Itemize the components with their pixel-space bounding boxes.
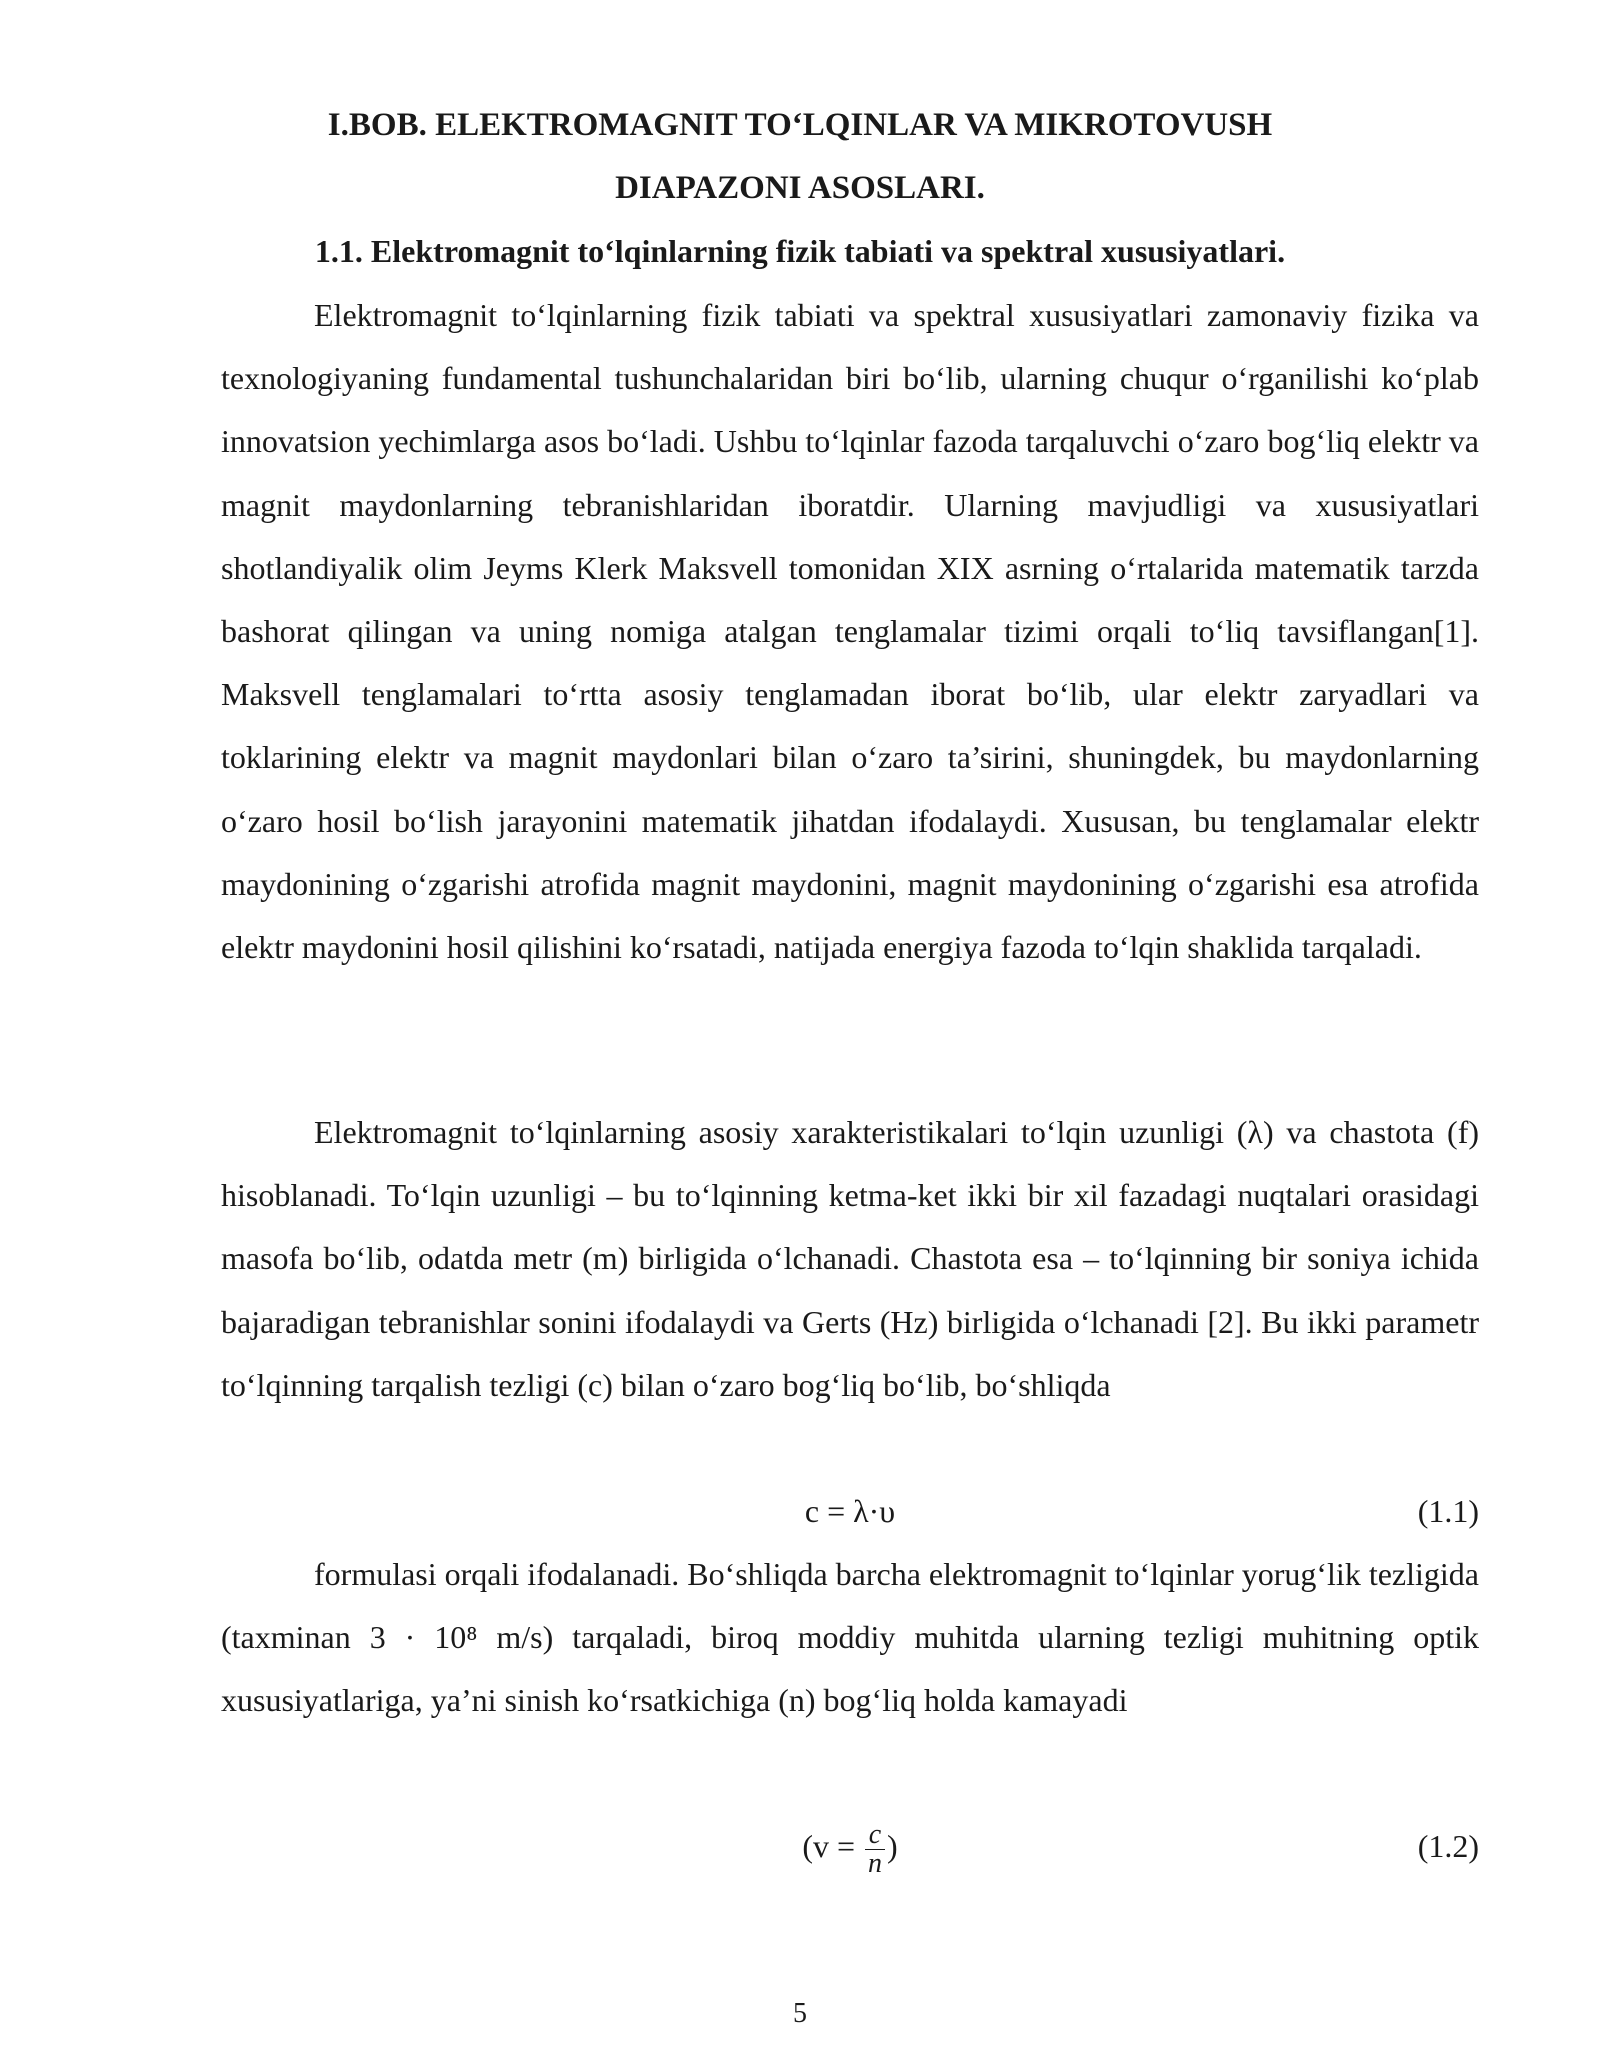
formula-1-2-suffix: ) — [887, 1828, 898, 1864]
formula-1-1-number: (1.1) — [1417, 1493, 1479, 1529]
paragraph-1: Elektromagnit to‘lqinlarning fizik tabiati va spektral xususiyatlari zamonaviy fizika va texnologiyaning fundamental tushunchalaridan biri bo‘lib, ularning chuqur o‘rganilishi ko‘plab innovatsion yechimlarga asos bo‘ladi. Ushbu to‘lqinlar fazoda tarqaluvchi o‘zaro bog‘liq elektr va magnit maydonlarning tebranishlaridan iboratdir. Ularning mavjudligi va xususiyatlari shotlandiyalik olim Jeyms Klerk Maksvell tomonidan XIX asrning o‘rtalarida matematik tarzda bashorat qilingan va uning nomiga atalgan tenglamalar tizimi orqali to‘liq tavsiflangan[1]. Maksvell tenglamalari to‘rtta asosiy tenglamadan iborat bo‘lib, ular elektr zaryadlari va toklarining elektr va magnit maydonlari bilan o‘zaro ta’sirini, shuningdek, bu maydonlarning o‘zaro hosil bo‘lish jarayonini matematik jihatdan ifodalaydi. Xususan, bu tenglamalar elektr maydonining o‘zgarishi atrofida magnit maydonini, magnit maydonining o‘zgarishi esa atrofida elektr maydonini hosil qilishini ko‘rsatadi, natijada energiya fazoda to‘lqin shaklida tarqaladi. — [221, 297, 1479, 966]
formula-1-2-numerator: c — [865, 1821, 885, 1850]
paragraph-3: formulasi orqali ifodalanadi. Bo‘shliqda barcha elektromagnit to‘lqinlar yorug‘lik tezligida (taxminan 3 · 10⁸ m/s) tarqaladi, biroq moddiy muhitda ularning tezligi muhitning optik xususiyatlariga, ya’ni sinish ko‘rsatkichiga (n) bog‘liq holda kamayadi — [221, 1556, 1479, 1719]
formula-1-2-prefix: (v = — [802, 1828, 864, 1864]
formula-1-2-expression — [221, 1808, 1479, 1884]
formula-1-1-expression: c = λ·υ — [804, 1493, 896, 1529]
formula-1-1 — [221, 1480, 1479, 1543]
formula-1-2 — [221, 1808, 1479, 1884]
page-number: 5 — [793, 1998, 807, 2029]
paragraph-2: Elektromagnit to‘lqinlarning asosiy xarakteristikalari to‘lqin uzunligi (λ) va chastota (f) hisoblanadi. To‘lqin uzunligi – bu to‘lqinning ketma-ket ikki bir xil fazadagi nuqtalari orasidagi masofa bo‘lib, odatda metr (m) birligida o‘lchanadi. Chastota esa – to‘lqinning bir soniya ichida bajaradigan tebranishlar sonini ifodalaydi va Gerts (Hz) birligida o‘lchanadi [2]. Bu ikki parametr to‘lqinning tarqalish tezligi (c) bilan o‘zaro bog‘liq bo‘lib, bo‘shliqda — [221, 1114, 1479, 1403]
formula-1-2-number: (1.2) — [1417, 1828, 1479, 1864]
section-title: 1.1. Elektromagnit to‘lqinlarning fizik tabiati va spektral xususiyatlari. — [314, 233, 1286, 269]
chapter-title-line-1: I.BOB. ELEKTROMAGNIT TO‘LQINLAR VA MIKROTOVUSH — [327, 107, 1273, 143]
formula-1-2-denominator: n — [868, 1848, 883, 1880]
formula-1-2-fraction — [865, 1821, 885, 1878]
chapter-title-line-2: DIAPAZONI ASOSLARI. — [615, 170, 985, 206]
